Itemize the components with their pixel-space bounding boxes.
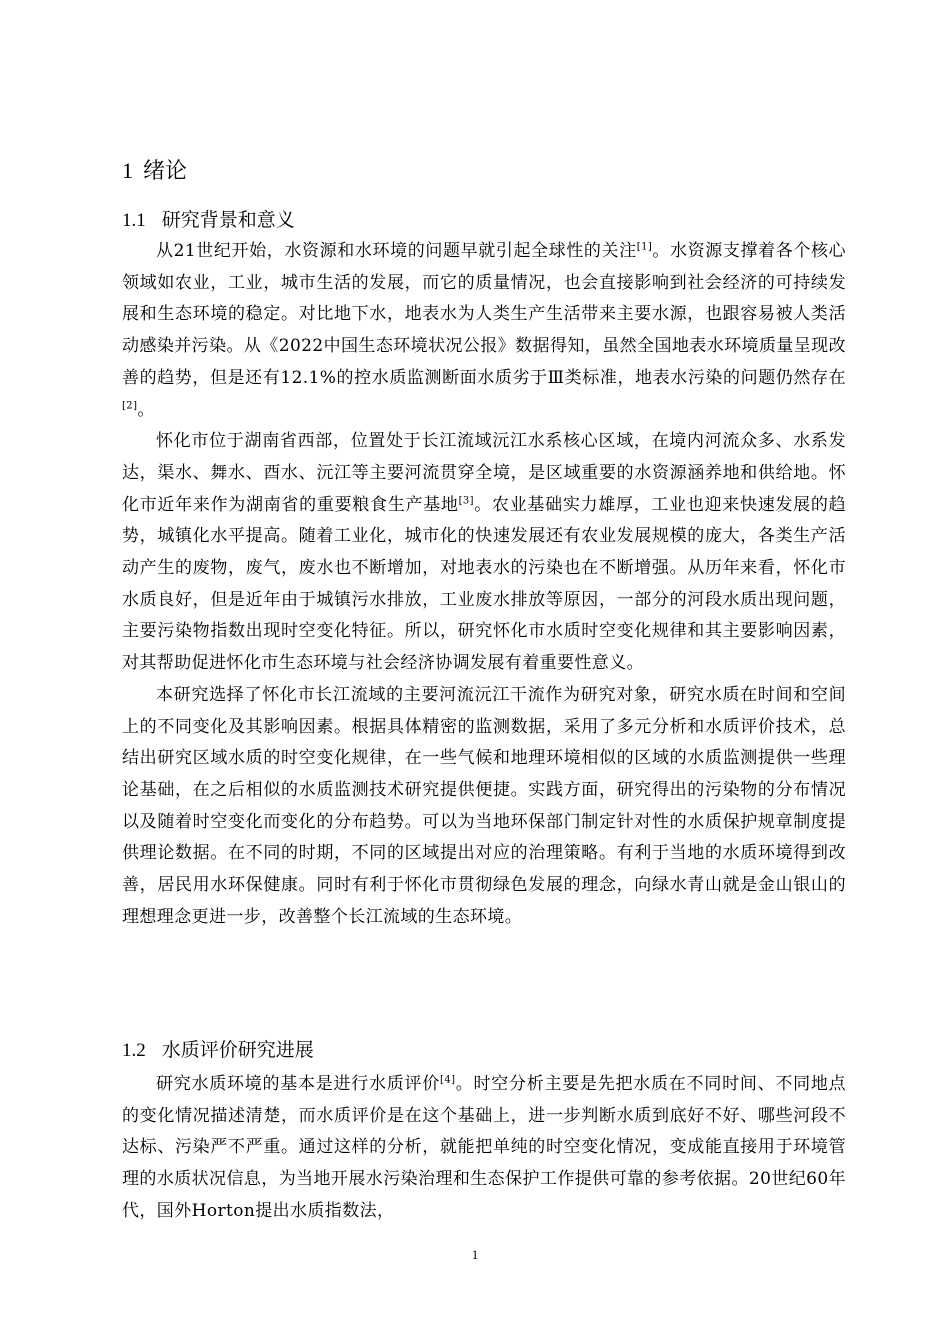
citation-ref: [2]: [122, 399, 138, 411]
body-paragraph: [122, 680, 846, 934]
paragraph-text: 。农业基础实力雄厚，工业也迎来快速发展的趋势，城镇化水平提高。随着工业化，城市化的快速发展还有农业发展规模的庞大，各类生产活动产生的废物，废气，废水也不断增加，对地表水的污染也在不断增强。从历年来看，怀化市水质良好，但是近年由于城镇污水排放，工业废水排放等原因，一部分的河段水质出现问题，主要污染物指数出现时空变化特征。所以，研究怀化市水质时空变化规律和其主要影响因素，对其帮助促进怀化市生态环境与社会经济协调发展有着重要性意义。: [122, 494, 846, 674]
section-1-1-body: [122, 236, 846, 933]
section-1-2-body: [122, 1069, 846, 1228]
chapter-title: [122, 155, 187, 188]
section-title-1-1: [122, 205, 295, 236]
chapter-number: 1: [122, 158, 133, 183]
section-number: 1.2: [122, 1040, 146, 1061]
chapter-title-text: 绪论: [143, 159, 188, 184]
paragraph-text: 从21世纪开始，水资源和水环境的问题早就引起全球性的关注: [156, 241, 637, 261]
paragraph-text: 。: [137, 399, 155, 420]
body-paragraph: [122, 426, 846, 680]
paragraph-text: 研究水质环境的基本是进行水质评价: [156, 1074, 441, 1094]
section-title-text: 研究背景和意义: [161, 209, 295, 231]
page-number: 1: [471, 1247, 479, 1262]
paragraph-text: 。时空分析主要是先把水质在不同时间、不同地点的变化情况描述清楚，而水质评价是在这个基础上，进一步判断水质到底好不好、哪些河段不达标、污染严不严重。通过这样的分析，就能把单纯的时空变化情况，变成能直接用于环境管理的水质状况信息，为当地开展水污染治理和生态保护工作提供可靠的参考依据。20世纪60年代，国外Horton提出水质指数法，: [122, 1074, 846, 1221]
citation-ref: [4]: [440, 1074, 456, 1086]
section-title-1-2: [122, 1035, 314, 1066]
paragraph-text: 怀化市位于湖南省西部，位置处于长江流域沅江水系核心区域，在境内河流众多、水系发达，渠水、舞水、酉水、沅江等主要河流贯穿全境，是区域重要的水资源涵养地和供给地。怀化市近年来作为湖南省的重要粮食生产基地: [122, 431, 846, 515]
section-title-text: 水质评价研究进展: [161, 1039, 314, 1061]
body-paragraph: [122, 236, 846, 426]
paragraph-text: 本研究选择了怀化市长江流域的主要河流沅江干流作为研究对象，研究水质在时间和空间上的不同变化及其影响因素。根据具体精密的监测数据，采用了多元分析和水质评价技术，总结出研究区域水质的时空变化规律，在一些气候和地理环境相似的区域的水质监测提供一些理论基础，在之后相似的水质监测技术研究提供便捷。实践方面，研究得出的污染物的分布情况以及随着时空变化而变化的分布趋势。可以为当地环保部门制定针对性的水质保护规章制度提供理论数据。在不同的时期，不同的区域提出对应的治理策略。有利于当地的水质环境得到改善，居民用水环保健康。同时有利于怀化市贯彻绿色发展的理念，向绿水青山就是金山银山的理想理念更进一步，改善整个长江流域的生态环境。: [122, 684, 846, 927]
citation-ref: [1]: [636, 241, 653, 253]
body-paragraph: [122, 1069, 846, 1228]
section-number: 1.1: [122, 210, 146, 231]
citation-ref: [3]: [458, 494, 474, 506]
paragraph-text: 。水资源支撑着各个核心领域如农业，工业，城市生活的发展，而它的质量情况，也会直接影响到社会经济的可持续发展和生态环境的稳定。对比地下水，地表水为人类生产生活带来主要水源，也跟容易被人类活动感染并污染。从《2022中国生态环境状况公报》数据得知，虽然全国地表水环境质量呈现改善的趋势，但是还有12.1%的控水质监测断面水质劣于Ⅲ类标准，地表水污染的问题仍然存在: [122, 241, 846, 388]
